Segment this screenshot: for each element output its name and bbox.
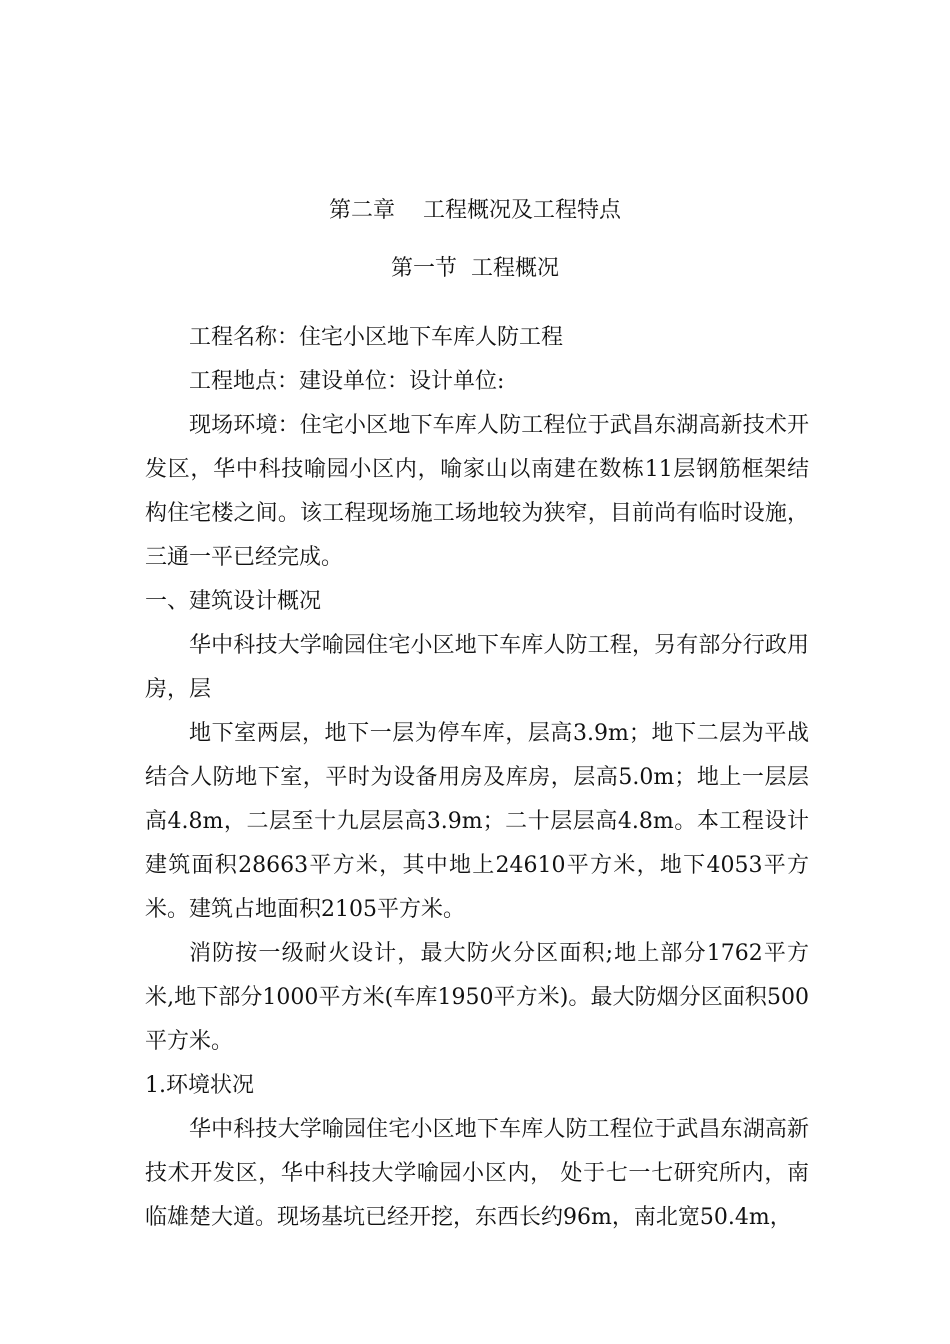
project-name-paragraph: 工程名称：住宅小区地下车库人防工程 (189, 325, 564, 350)
site-environment-paragraph: 现场环境：住宅小区地下车库人防工程位于武昌东湖高新技术开发区，华中科技喻园小区内，喻家山以南建在数栋11层钢筋框架结构住宅楼之间。该工程现场施工场地较为狭窄，目前尚有临时设施，三通一平已经完成。 (145, 413, 809, 570)
architecture-intro-paragraph: 华中科技大学喻园住宅小区地下车库人防工程，另有部分行政用房，层 (145, 633, 809, 702)
chapter-title: 第二章 工程概况及工程特点 (329, 198, 621, 223)
fire-protection-paragraph: 消防按一级耐火设计，最大防火分区面积;地上部分1762平方米,地下部分1000平方米(车库1950平方米)。最大防烟分区面积500平方米。 (145, 941, 809, 1054)
section-title: 第一节 工程概况 (391, 256, 559, 281)
environment-status-paragraph: 华中科技大学喻园住宅小区地下车库人防工程位于武昌东湖高新技术开发区，华中科技大学喻园小区内， 处于七一七研究所内，南临雄楚大道。现场基坑已经开挖，东西长约96m，南北宽50.4m， (145, 1117, 809, 1230)
floor-heights-paragraph: 地下室两层，地下一层为停车库，层高3.9m；地下二层为平战结合人防地下室，平时为设备用房及库房，层高5.0m；地上一层层高4.8m，二层至十九层层高3.9m；二十层层高4.8m。本工程设计建筑面积28663平方米，其中地上24610平方米，地下4053平方米。建筑占地面积2105平方米。 (145, 721, 809, 922)
heading-architecture-overview: 一、建筑设计概况 (145, 589, 322, 614)
heading-environment-status: 1.环境状况 (145, 1073, 254, 1098)
project-location-paragraph: 工程地点：建设单位：设计单位: (189, 369, 505, 394)
document-body (145, 316, 809, 1240)
